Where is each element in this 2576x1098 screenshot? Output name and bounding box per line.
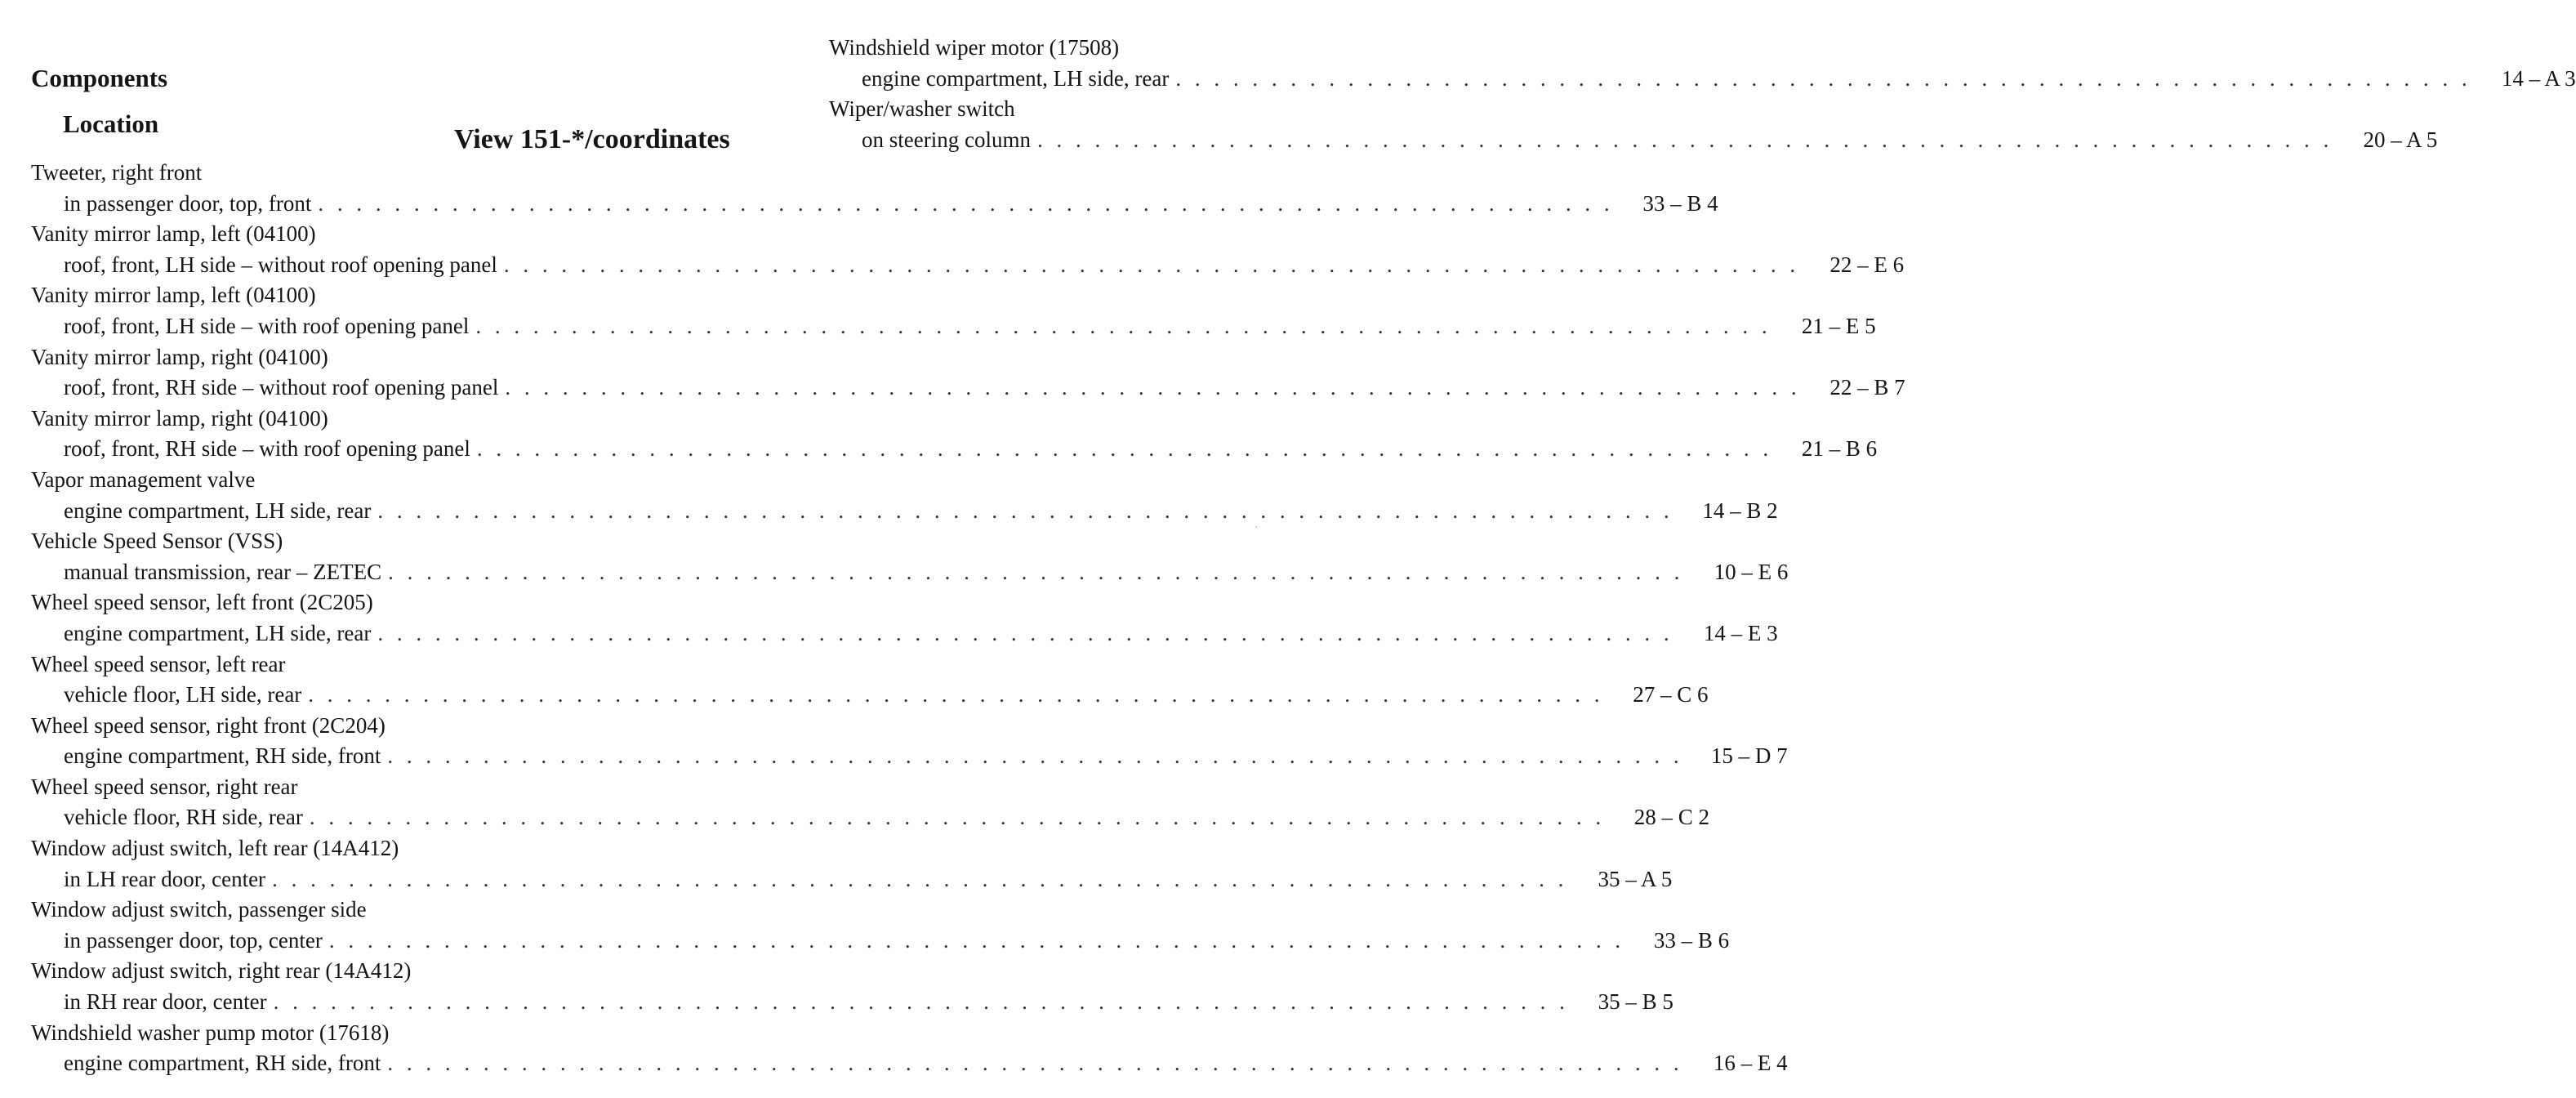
component-location-row — [31, 680, 1709, 711]
component-entry — [31, 219, 1905, 280]
component-name: Vanity mirror lamp, right (04100) — [31, 405, 328, 431]
component-location: roof, front, RH side – with roof opening panel — [64, 436, 470, 462]
component-name: Wheel speed sensor, right front (2C204) — [31, 712, 386, 738]
component-entry — [829, 33, 2576, 94]
component-location-row — [31, 189, 1718, 220]
component-coordinates: 14 – E 3 — [1703, 620, 1778, 645]
component-name: Window adjust switch, left rear (14A412) — [31, 836, 399, 861]
component-coordinates: 14 – B 2 — [1702, 498, 1778, 523]
leader-dots: . . . . . . . . . . . . . . . . . . . . . . . . . . . . . . . . . . . . . . . . . . . . . . . . . . . . . . . . . . . . . . . . . . . . — [318, 190, 1614, 216]
component-location-row — [31, 926, 1730, 957]
component-entry — [31, 404, 1878, 465]
component-location-row — [31, 557, 1789, 588]
component-name: Window adjust switch, passenger side — [31, 897, 367, 922]
leader-dots: . . . . . . . . . . . . . . . . . . . . . . . . . . . . . . . . . . . . . . . . . . . . . . . . . . . . . . . . . . . . . . . . . . . . — [377, 498, 1674, 523]
component-entry — [829, 94, 2438, 155]
component-location-row — [31, 987, 1674, 1018]
component-coordinates: 22 – E 6 — [1829, 252, 1905, 277]
component-location: engine compartment, LH side, rear — [64, 498, 372, 523]
component-entry — [31, 280, 1876, 341]
component-name: Vanity mirror lamp, left (04100) — [31, 221, 316, 247]
component-entry — [31, 649, 1709, 711]
component-location: vehicle floor, RH side, rear — [64, 805, 303, 830]
component-entry — [31, 711, 1788, 772]
component-location: roof, front, LH side – without roof opening panel — [64, 252, 497, 277]
component-location: in passenger door, top, center — [64, 927, 323, 953]
component-entry — [31, 956, 1674, 1017]
leader-dots: . . . . . . . . . . . . . . . . . . . . . . . . . . . . . . . . . . . . . . . . . . . . . . . . . . . . . . . . . . . . . . . . . . . . — [272, 866, 1568, 891]
component-entry — [31, 158, 1718, 219]
component-coordinates: 15 – D 7 — [1710, 743, 1788, 769]
component-entry — [31, 1018, 1788, 1079]
component-coordinates: 22 – B 7 — [1829, 375, 1905, 400]
component-location-row — [31, 311, 1876, 342]
component-coordinates: 33 – B 4 — [1642, 190, 1718, 216]
component-location-row — [829, 125, 2438, 156]
component-coordinates: 21 – E 5 — [1801, 313, 1876, 338]
component-location: roof, front, RH side – without roof opening panel — [64, 375, 499, 400]
component-name: Vanity mirror lamp, right (04100) — [31, 344, 328, 369]
component-location: on steering column — [862, 127, 1031, 152]
component-location-row — [31, 250, 1905, 281]
component-location: vehicle floor, LH side, rear — [64, 682, 302, 707]
component-location-row — [31, 802, 1710, 833]
leader-dots: . . . . . . . . . . . . . . . . . . . . . . . . . . . . . . . . . . . . . . . . . . . . . . . . . . . . . . . . . . . . . . . . . . . . — [1175, 65, 2471, 91]
component-name: Vanity mirror lamp, left (04100) — [31, 283, 316, 308]
component-name: Vapor management valve — [31, 466, 256, 492]
component-location-row — [31, 864, 1673, 895]
leader-dots: . . . . . . . . . . . . . . . . . . . . . . . . . . . . . . . . . . . . . . . . . . . . . . . . . . . . . . . . . . . . . . . . . . . . — [309, 805, 1606, 830]
component-entry — [31, 342, 1905, 404]
component-location: engine compartment, LH side, rear — [862, 65, 1170, 91]
leader-dots: . . . . . . . . . . . . . . . . . . . . . . . . . . . . . . . . . . . . . . . . . . . . . . . . . . . . . . . . . . . . . . . . . . . . — [388, 559, 1684, 584]
component-location-row — [31, 741, 1788, 772]
component-location: engine compartment, RH side, front — [64, 1051, 381, 1076]
component-location: in passenger door, top, front — [64, 190, 312, 216]
component-coordinates: 14 – A 3 — [2501, 65, 2576, 91]
scan-speck — [1255, 526, 1257, 528]
component-location-row — [31, 1048, 1788, 1079]
component-name: Windshield washer pump motor (17618) — [31, 1020, 390, 1045]
component-location: in RH rear door, center — [64, 989, 267, 1015]
component-entry — [31, 772, 1710, 833]
component-name: Wiper/washer switch — [829, 96, 1015, 122]
component-location-row — [31, 618, 1778, 649]
component-coordinates: 33 – B 6 — [1653, 927, 1730, 953]
component-name: Window adjust switch, right rear (14A412) — [31, 958, 412, 984]
view-coordinates-column-header: View 151-*/coordinates — [454, 124, 730, 154]
component-coordinates: 10 – E 6 — [1714, 559, 1789, 584]
right-component-list — [829, 33, 2576, 155]
leader-dots: . . . . . . . . . . . . . . . . . . . . . . . . . . . . . . . . . . . . . . . . . . . . . . . . . . . . . . . . . . . . . . . . . . . . — [328, 927, 1625, 953]
leader-dots: . . . . . . . . . . . . . . . . . . . . . . . . . . . . . . . . . . . . . . . . . . . . . . . . . . . . . . . . . . . . . . . . . . . . — [475, 313, 1772, 338]
component-location-row — [829, 64, 2576, 95]
leader-dots: . . . . . . . . . . . . . . . . . . . . . . . . . . . . . . . . . . . . . . . . . . . . . . . . . . . . . . . . . . . . . . . . . . . . — [476, 436, 1773, 462]
leader-dots: . . . . . . . . . . . . . . . . . . . . . . . . . . . . . . . . . . . . . . . . . . . . . . . . . . . . . . . . . . . . . . . . . . . . — [1036, 127, 2333, 152]
component-entry — [31, 895, 1730, 956]
location-column-header: Location — [63, 109, 159, 138]
component-location: roof, front, LH side – with roof opening panel — [64, 313, 470, 338]
component-name: Tweeter, right front — [31, 160, 203, 185]
leader-dots: . . . . . . . . . . . . . . . . . . . . . . . . . . . . . . . . . . . . . . . . . . . . . . . . . . . . . . . . . . . . . . . . . . . . — [505, 375, 1801, 400]
component-location-row — [31, 373, 1905, 404]
leader-dots: . . . . . . . . . . . . . . . . . . . . . . . . . . . . . . . . . . . . . . . . . . . . . . . . . . . . . . . . . . . . . . . . . . . . — [308, 682, 1604, 707]
component-entry — [31, 465, 1778, 526]
component-coordinates: 35 – A 5 — [1598, 866, 1673, 891]
page-title: Components — [31, 64, 168, 92]
component-name: Wheel speed sensor, left front (2C205) — [31, 590, 373, 615]
component-name: Wheel speed sensor, right rear — [31, 774, 298, 799]
component-entry — [31, 833, 1673, 895]
component-name: Windshield wiper motor (17508) — [829, 35, 1120, 60]
leader-dots: . . . . . . . . . . . . . . . . . . . . . . . . . . . . . . . . . . . . . . . . . . . . . . . . . . . . . . . . . . . . . . . . . . . . — [387, 1051, 1683, 1076]
leader-dots: . . . . . . . . . . . . . . . . . . . . . . . . . . . . . . . . . . . . . . . . . . . . . . . . . . . . . . . . . . . . . . . . . . . . — [273, 989, 1569, 1015]
component-coordinates: 21 – B 6 — [1801, 436, 1878, 462]
component-coordinates: 20 – A 5 — [2363, 127, 2438, 152]
component-location: engine compartment, RH side, front — [64, 743, 381, 769]
component-location: engine compartment, LH side, rear — [64, 620, 372, 645]
component-name: Vehicle Speed Sensor (VSS) — [31, 529, 283, 554]
leader-dots: . . . . . . . . . . . . . . . . . . . . . . . . . . . . . . . . . . . . . . . . . . . . . . . . . . . . . . . . . . . . . . . . . . . . — [387, 743, 1683, 769]
left-component-list — [31, 158, 1905, 1079]
component-entry — [31, 587, 1778, 649]
component-coordinates: 28 – C 2 — [1633, 805, 1710, 830]
component-location-row — [31, 434, 1878, 465]
component-location: in LH rear door, center — [64, 866, 266, 891]
component-coordinates: 35 – B 5 — [1598, 989, 1674, 1015]
component-coordinates: 16 – E 4 — [1713, 1051, 1788, 1076]
component-entry — [31, 526, 1789, 587]
component-name: Wheel speed sensor, left rear — [31, 651, 286, 676]
leader-dots: . . . . . . . . . . . . . . . . . . . . . . . . . . . . . . . . . . . . . . . . . . . . . . . . . . . . . . . . . . . . . . . . . . . . — [377, 620, 1674, 645]
leader-dots: . . . . . . . . . . . . . . . . . . . . . . . . . . . . . . . . . . . . . . . . . . . . . . . . . . . . . . . . . . . . . . . . . . . . — [503, 252, 1800, 277]
component-coordinates: 27 – C 6 — [1633, 682, 1709, 707]
component-location: manual transmission, rear – ZETEC — [64, 559, 382, 584]
component-location-row — [31, 496, 1778, 527]
